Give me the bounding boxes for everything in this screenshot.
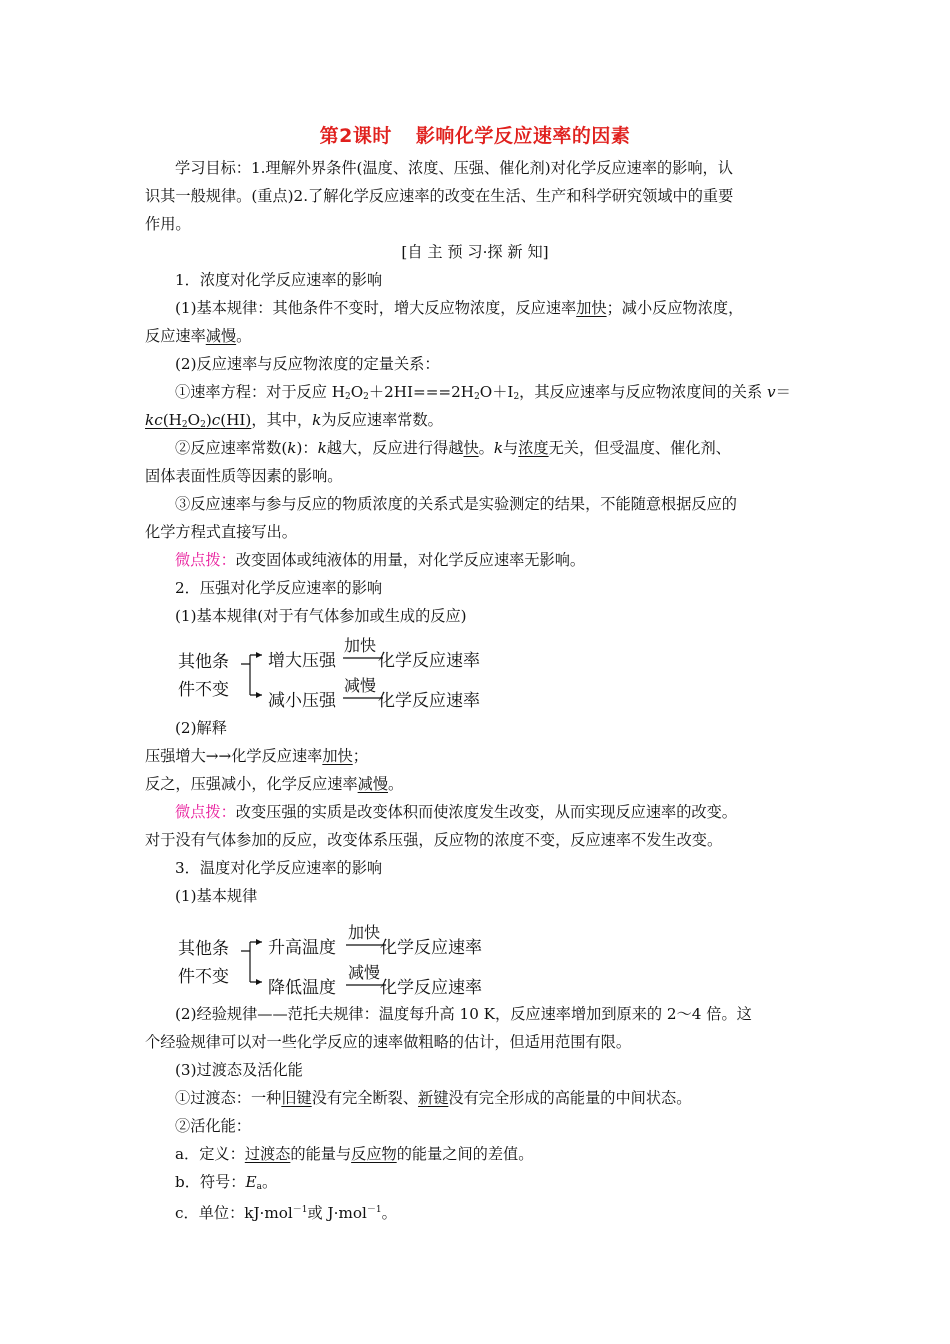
s1-note-line-2: 化学方程式直接写出。	[145, 523, 297, 541]
s1-rule-line-1: (1)基本规律：其他条件不变时，增大反应物浓度，反应速率加快；减小反应物浓度，	[175, 299, 744, 317]
s2-explain-line-2: 反之，压强减小，化学反应速率减慢。	[145, 775, 404, 793]
s1-tip: 微点拨：改变固体或纯液体的用量，对化学反应速率无影响。	[175, 551, 586, 569]
s1-note-line-1: ③反应速率与参与反应的物质浓度的关系式是实验测定的结果，不能随意根据反应的	[175, 495, 737, 513]
blank-answer: 浓度	[518, 439, 549, 457]
condition-label-2: 件不变	[178, 680, 229, 700]
blank-answer: 减慢	[357, 775, 388, 793]
blank-answer: 加快	[322, 747, 353, 765]
blank-answer: 过渡态	[244, 1145, 291, 1163]
condition-label-1: 其他条	[178, 652, 229, 672]
s3-unit: c．单位：kJ·mol$^{-1}$或 J·mol$^{-1}$。	[175, 1204, 397, 1222]
pressure-rule-diagram	[178, 636, 518, 713]
arrow-label-slower: 减慢	[348, 963, 381, 982]
blank-answer: $kc(H_2O_2)c(HI)$	[145, 411, 252, 430]
s2-tip-line-1: 微点拨：改变压强的实质是改变体积而使浓度发生改变，从而实现反应速率的改变。	[175, 803, 737, 821]
s3-transition-heading: (3)过渡态及活化能	[175, 1061, 303, 1079]
s2-tip-line-2: 对于没有气体参加的反应，改变体系压强，反应物的浓度不变，反应速率不发生改变。	[145, 831, 723, 849]
objectives-line-2: 识其一般规律。(重点)2.了解化学反应速率的改变在生活、生产和科学研究领域中的重要	[145, 187, 734, 205]
branch-raise-temperature: 升高温度 化学反应速率	[268, 938, 482, 958]
blank-answer: 新键	[418, 1089, 449, 1107]
s1-heading: 1．浓度对化学反应速率的影响	[175, 271, 383, 289]
s3-empirical-line-2: 个经验规律可以对一些化学反应的速率做粗略的估计，但适用范围有限。	[145, 1033, 631, 1051]
arrow-label-slower: 减慢	[344, 676, 377, 695]
blank-answer: 旧键	[281, 1089, 312, 1107]
s2-rule: (1)基本规律(对于有气体参加或生成的反应)	[175, 607, 467, 625]
objectives-line-1: 学习目标：1.理解外界条件(温度、浓度、压强、催化剂)对化学反应速率的影响，认	[175, 159, 733, 177]
s1-quant-heading: (2)反应速率与反应物浓度的定量关系：	[175, 355, 440, 373]
temperature-rule-diagram	[178, 923, 518, 1000]
s2-explain-heading: (2)解释	[175, 719, 227, 737]
blank-answer: 加快	[576, 299, 607, 317]
condition-label-2: 件不变	[178, 967, 229, 987]
arrow-label-faster: 加快	[344, 636, 377, 655]
s2-explain-line-1: 压强增大→→化学反应速率加快；	[145, 747, 368, 765]
s3-heading: 3．温度对化学反应速率的影响	[175, 859, 383, 877]
s3-transition-state: ①过渡态：一种旧键没有完全断裂、新键没有完全形成的高能量的中间状态。	[175, 1089, 692, 1107]
arrow-label-faster: 加快	[348, 923, 381, 942]
s1-rate-constant-line-2: 固体表面性质等因素的影响。	[145, 467, 343, 485]
branch-decrease-pressure: 减小压强 化学反应速率	[268, 691, 480, 711]
blank-answer: 快	[463, 439, 479, 457]
tip-label: 微点拨：	[175, 551, 236, 569]
s3-definition: a．定义：过渡态的能量与反应物的能量之间的差值。	[175, 1145, 534, 1163]
condition-label-1: 其他条	[178, 939, 229, 959]
tip-label: 微点拨：	[175, 803, 236, 821]
s3-rule: (1)基本规律	[175, 887, 258, 905]
title-topic: 影响化学反应速率的因素	[415, 125, 631, 147]
s1-rate-constant-line-1: ②反应速率常数(k)：k越大，反应进行得越快。k与浓度无关，但受温度、催化剂、	[175, 439, 731, 457]
title-lesson: 第2课时	[319, 125, 392, 147]
section-header: [自 主 预 习·探 新 知]	[401, 243, 549, 261]
blank-answer: 减慢	[205, 327, 237, 345]
s3-empirical-line-1: (2)经验规律——范托夫规律：温度每升高 10 K，反应速率增加到原来的 2～4 倍。这	[175, 1005, 752, 1023]
blank-answer: 反应物	[351, 1145, 397, 1163]
objectives-line-3: 作用。	[145, 215, 191, 233]
page-title	[0, 121, 950, 148]
s1-rate-equation-line-1: ①速率方程：对于反应 $H_2O_2+2HI===2H_2O+I_2$，其反应速率与反应物浓度间的关系 v＝	[175, 383, 791, 402]
s1-rate-equation-line-2: $kc(H_2O_2)c(HI)$，其中，k为反应速率常数。	[145, 411, 443, 430]
s1-rule-line-2: 反应速率减慢。	[145, 327, 252, 345]
s2-heading: 2．压强对化学反应速率的影响	[175, 579, 383, 597]
branch-increase-pressure: 增大压强 化学反应速率	[268, 651, 480, 671]
branch-lower-temperature: 降低温度 化学反应速率	[268, 978, 482, 998]
s3-activation-energy-heading: ②活化能：	[175, 1117, 251, 1135]
s3-symbol: b．符号：$E_a$。	[175, 1173, 278, 1192]
